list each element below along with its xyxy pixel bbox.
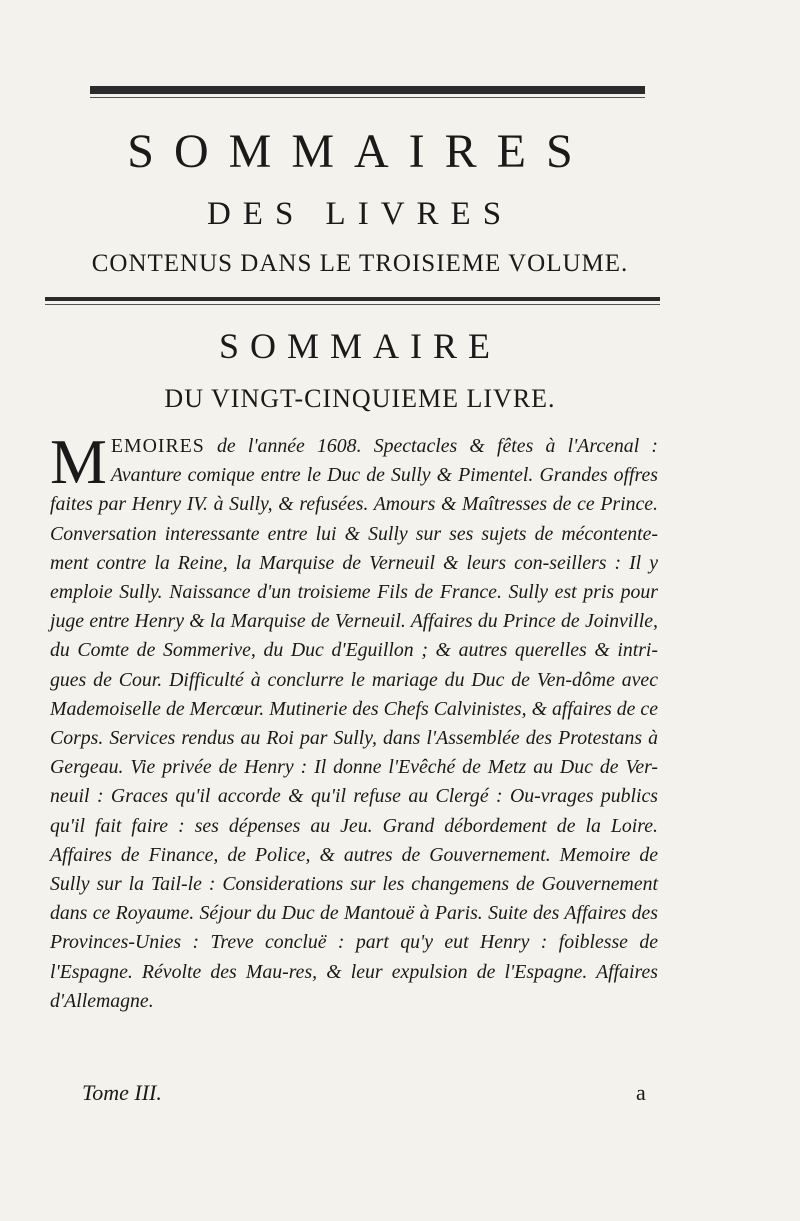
middle-thin-rule	[45, 304, 660, 305]
title-sommaires: SOMMAIRES	[127, 125, 593, 178]
middle-ornamental-rule	[45, 297, 660, 301]
summary-paragraph	[50, 426, 658, 1016]
section-subheading: DU VINGT-CINQUIEME LIVRE.	[164, 384, 556, 413]
title-des-livres: DES LIVRES	[206, 196, 514, 232]
drop-cap: M	[50, 426, 107, 497]
title-volume: CONTENUS DANS LE TROISIEME VOLUME.	[91, 250, 629, 277]
section-heading: SOMMAIRE	[218, 326, 502, 366]
top-ornamental-rule	[90, 86, 645, 94]
volume-label: Tome III.	[82, 1080, 162, 1105]
signature-mark: a	[636, 1080, 646, 1105]
top-thin-rule	[90, 97, 645, 98]
lead-word: EMOIRES	[110, 435, 205, 457]
summary-text: de l'année 1608. Spectacles & fêtes à l'Arcenal : Avanture comique entre le Duc de Sully & Pimentel. Grandes offres faites par Henry IV. à Sully, & refusées. Amours & Maîtresses de ce Prince. Conversation interessante entre lui & Sully sur ses sujets de mécontente-ment contre la Reine, la Marquise de Verneuil & leurs con-seillers : Il y emploie Sully. Naissance d'un troisieme Fils de France. Sully est pris pour juge entre Henry & la Marquise de Verneuil. Affaires du Prince de Joinville, du Comte de Sommerive, du Duc d'Eguillon ; & autres querelles & intri-gues de Cour. Difficulté à conclurre le mariage du Duc de Ven-dôme avec Mademoiselle de Mercœur. Mutinerie des Chefs Calvinistes, & affaires de ce Corps. Services rendus au Roi par Sully, dans l'Assemblée des Protestans à Gergeau. Vie privée de Henry : Il donne l'Evêché de Metz au Duc de Ver-neuil : Graces qu'il accorde & qu'il refuse au Clergé : Ou-vrages publics qu'il fait faire : ses dépenses au Jeu. Grand débordement de la Loire. Affaires de Finance, de Police, & autres de Gouvernement. Memoire de Sully sur la Tail-le : Considerations sur les changemens de Gouvernement dans ce Royaume. Séjour du Duc de Mantouë à Paris. Suite des Affaires des Provinces-Unies : Treve concluë : part qu'y eut Henry : foiblesse de l'Espagne. Révolte des Mau-res, & leur expulsion de l'Espagne. Affaires d'Allemagne.	[50, 435, 658, 1012]
